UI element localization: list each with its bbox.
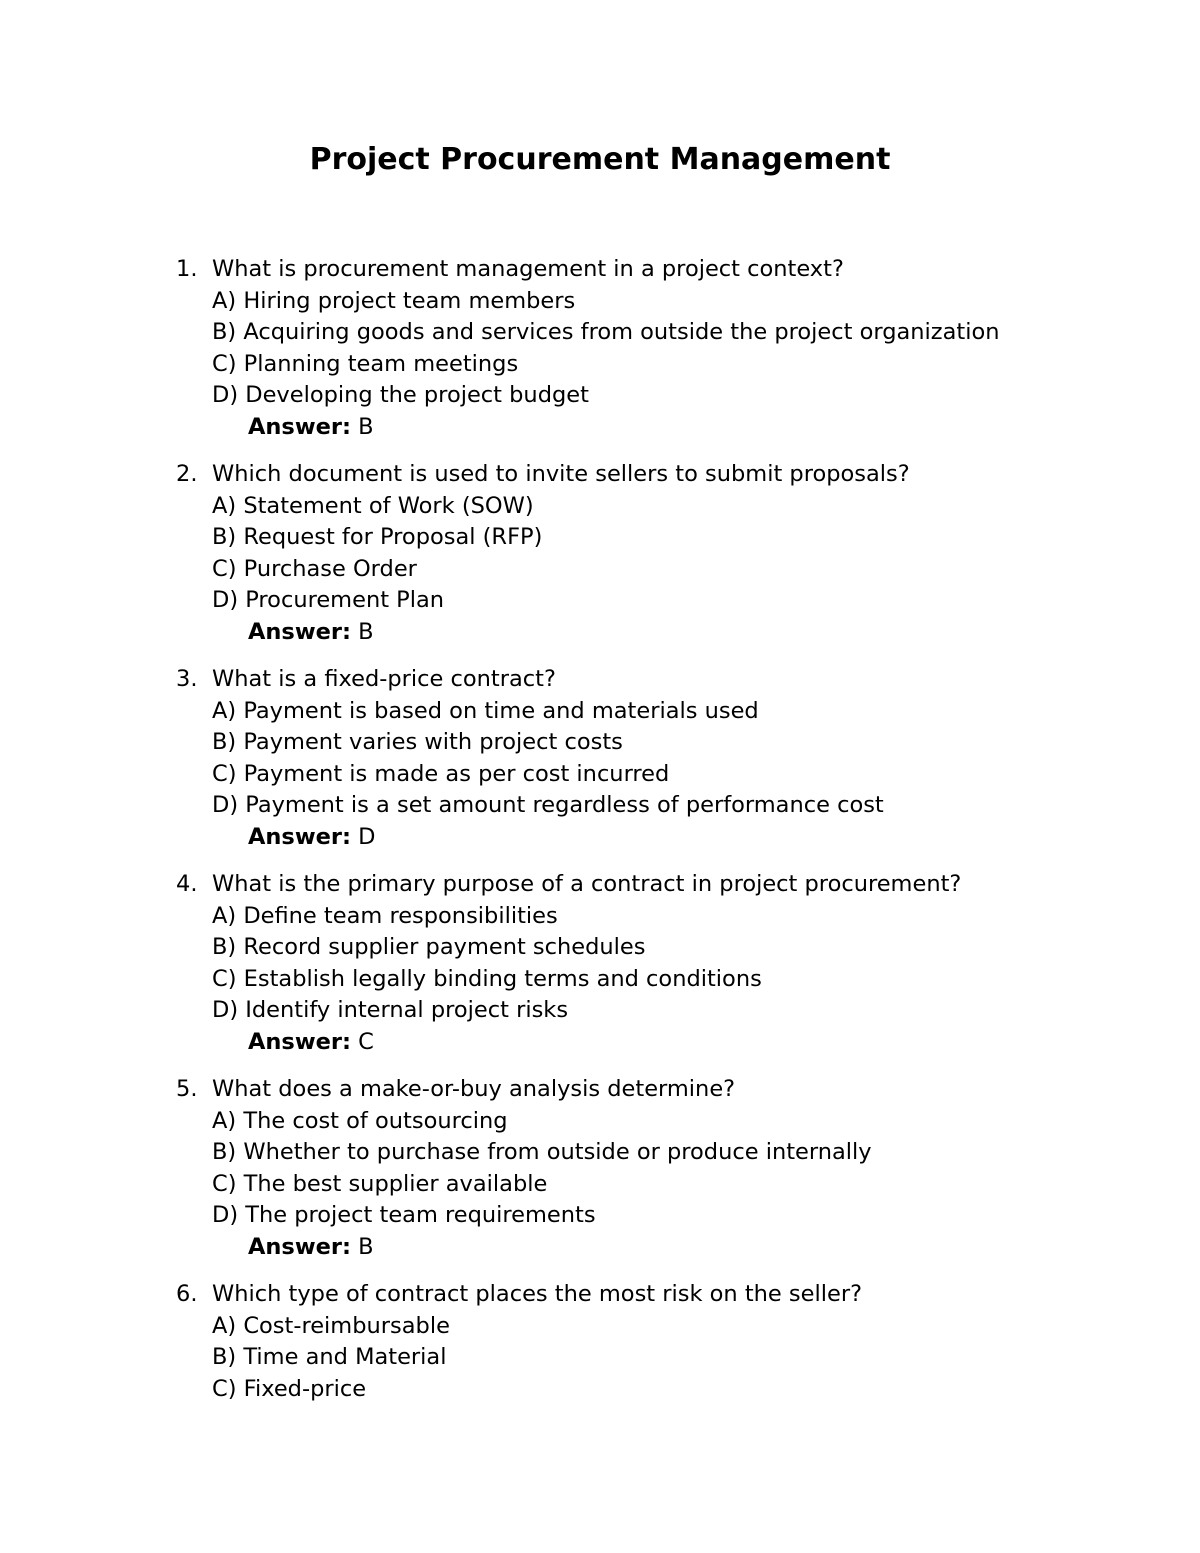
- option-c: C) Establish legally binding terms and conditions: [212, 965, 762, 992]
- question-6: [176, 1279, 1156, 1405]
- option-b: B) Request for Proposal (RFP): [212, 524, 543, 550]
- answer-line: [176, 617, 1156, 649]
- option-d: D) Procurement Plan: [212, 587, 445, 613]
- option-d: D) Payment is a set amount regardless of performance cost: [212, 792, 884, 818]
- option-a: A) Hiring project team members: [212, 287, 576, 314]
- question-list: [176, 254, 1156, 1421]
- question-text: What is procurement management in a project context?: [212, 256, 844, 282]
- question-line: [176, 459, 1156, 491]
- option-b: B) Time and Material: [212, 1344, 447, 1370]
- answer-label: Answer:: [248, 1233, 351, 1260]
- option-a: A) Define team responsibilities: [212, 902, 558, 929]
- option-c: C) Payment is made as per cost incurred: [212, 760, 670, 787]
- option-b: B) Whether to purchase from outside or produce internally: [212, 1139, 872, 1165]
- option-b: B) Record supplier payment schedules: [212, 934, 646, 960]
- answer-label: Answer:: [248, 618, 351, 645]
- option-a: A) The cost of outsourcing: [212, 1107, 508, 1134]
- option-d: D) The project team requirements: [212, 1202, 596, 1228]
- question-line: [176, 869, 1156, 901]
- answer-line: [176, 1027, 1156, 1059]
- option-c: C) The best supplier available: [212, 1170, 548, 1197]
- question-number: 1.: [176, 256, 198, 282]
- question-text: Which document is used to invite sellers to submit proposals?: [212, 461, 910, 487]
- question-text: What is the primary purpose of a contract in project procurement?: [212, 871, 962, 897]
- question-4: [176, 869, 1156, 1058]
- question-2: [176, 459, 1156, 648]
- question-text: Which type of contract places the most risk on the seller?: [212, 1281, 863, 1307]
- question-number: 4.: [176, 871, 198, 897]
- option-c: C) Purchase Order: [212, 555, 417, 582]
- answer-value: C: [358, 1028, 374, 1055]
- question-line: [176, 1074, 1156, 1106]
- question-text: What is a fixed-price contract?: [212, 666, 556, 692]
- question-number: 3.: [176, 666, 198, 692]
- answer-value: B: [358, 1233, 374, 1260]
- option-a: A) Cost-reimbursable: [212, 1312, 450, 1339]
- option-c: C) Fixed-price: [212, 1375, 367, 1402]
- answer-value: B: [358, 618, 374, 645]
- page-title: Project Procurement Management: [309, 142, 891, 177]
- question-line: [176, 664, 1156, 696]
- question-number: 2.: [176, 461, 198, 487]
- answer-label: Answer:: [248, 1028, 351, 1055]
- answer-label: Answer:: [248, 823, 351, 850]
- question-5: [176, 1074, 1156, 1263]
- option-c: C) Planning team meetings: [212, 350, 519, 377]
- answer-value: D: [358, 823, 376, 850]
- question-line: [176, 254, 1156, 286]
- option-b: B) Payment varies with project costs: [212, 729, 623, 755]
- question-number: 6.: [176, 1281, 198, 1307]
- answer-line: [176, 412, 1156, 444]
- option-a: A) Payment is based on time and materials used: [212, 697, 759, 724]
- question-line: [176, 1279, 1156, 1311]
- question-text: What does a make-or-buy analysis determine?: [212, 1076, 736, 1102]
- question-1: [176, 254, 1156, 443]
- option-a: A) Statement of Work (SOW): [212, 492, 534, 519]
- question-number: 5.: [176, 1076, 198, 1102]
- option-d: D) Developing the project budget: [212, 382, 589, 408]
- option-d: D) Identify internal project risks: [212, 997, 569, 1023]
- option-b: B) Acquiring goods and services from outside the project organization: [212, 319, 1000, 345]
- answer-value: B: [358, 413, 374, 440]
- answer-label: Answer:: [248, 413, 351, 440]
- answer-line: [176, 1232, 1156, 1264]
- answer-line: [176, 822, 1156, 854]
- question-3: [176, 664, 1156, 853]
